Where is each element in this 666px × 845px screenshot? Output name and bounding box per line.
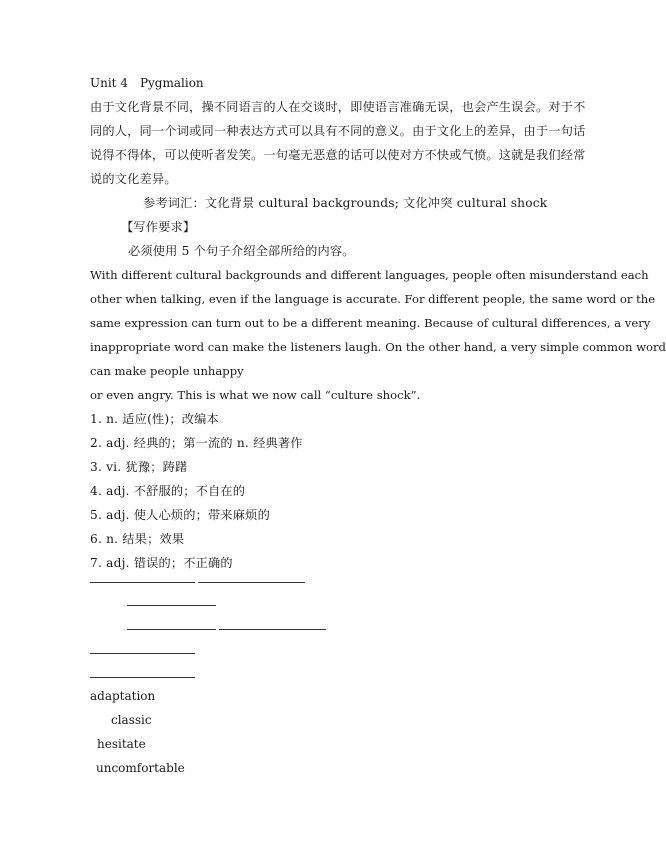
essay-line-2: other when talking, even if the language is accurate. For different people, the same word or the [90,292,656,306]
vocab-item-3: 3. vi. 犹豫；踌躇 [90,460,188,474]
prompt-line-2: 同的人，同一个词或同一种表达方式可以具有不同的意义。由于文化上的差异，由于一句话 [90,124,586,138]
blank-line [90,582,195,583]
essay-line-5: can make people unhappy [90,364,244,378]
blank-line [90,653,195,654]
answer-3: hesitate [97,737,146,751]
vocab-item-5: 5. adj. 使人心烦的；带来麻烦的 [90,508,270,522]
prompt-line-1: 由于文化背景不同，操不同语言的人在交谈时，即使语言准确无误，也会产生误会。对于不 [90,100,586,114]
essay-line-6: or even angry. This is what we now call “culture shock”. [90,388,421,402]
unit-title: Pygmalion [139,76,204,90]
essay-line-1: With different cultural backgrounds and different languages, people often misunderstand each [90,268,649,282]
vocab-item-1: 1. n. 适应(性)；改编本 [90,412,219,426]
essay-line-4: inappropriate word can make the listeners laugh. On the other hand, a very simple common word [90,340,666,354]
unit-heading [90,76,204,90]
blank-line [127,605,216,606]
reference-vocab: 参考词汇：文化背景 cultural backgrounds; 文化冲突 cultural shock [143,196,548,210]
requirement-text: 必须使用 5 个句子介绍全部所给的内容。 [128,244,355,258]
blank-line [219,629,326,630]
answer-1: adaptation [90,689,156,703]
prompt-line-4: 说的文化差异。 [90,172,177,186]
vocab-item-7: 7. adj. 错误的；不正确的 [90,556,233,570]
blank-line [198,582,305,583]
essay-line-3: same expression can turn out to be a different meaning. Because of cultural differences, a very [90,316,651,330]
vocab-item-2: 2. adj. 经典的；第一流的 n. 经典著作 [90,436,303,450]
blank-line [90,677,195,678]
requirement-heading: 【写作要求】 [121,220,196,234]
answer-4: uncomfortable [96,761,185,775]
vocab-item-4: 4. adj. 不舒服的；不自在的 [90,484,246,498]
blank-line [127,629,216,630]
vocab-item-6: 6. n. 结果；效果 [90,532,185,546]
answer-2: classic [111,713,152,727]
unit-label: Unit 4 [90,76,128,90]
prompt-line-3: 说得不得体，可以使听者发笑。一句毫无恶意的话可以使对方不快或气愤。这就是我们经常 [90,148,586,162]
